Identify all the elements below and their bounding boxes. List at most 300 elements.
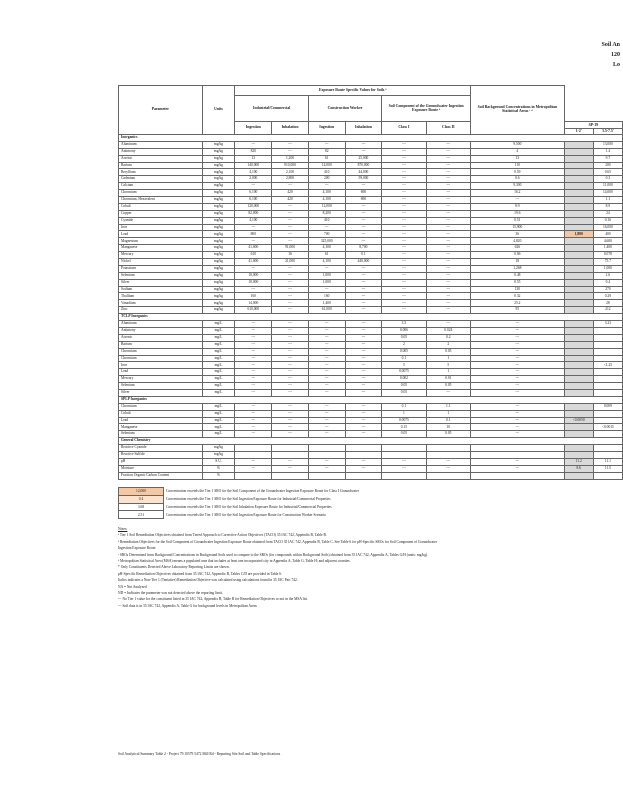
value-cell: 82	[308, 148, 345, 155]
table-row	[119, 245, 623, 252]
table-row	[119, 362, 623, 369]
units-cell: mg/L	[202, 424, 235, 431]
value-cell: 0.05	[382, 431, 426, 438]
value-cell	[593, 327, 622, 334]
value-cell	[593, 341, 622, 348]
value-cell	[564, 279, 593, 286]
note-line: NA = Not Analyzed	[118, 584, 147, 589]
value-cell: ---	[345, 307, 382, 314]
value-cell: ---	[382, 141, 426, 148]
legend-swatch: 0.4	[119, 495, 164, 503]
table-row	[119, 252, 623, 259]
value-cell: ---	[470, 431, 564, 438]
value-cell	[564, 238, 593, 245]
units-cell: mg/kg	[202, 445, 235, 452]
value-cell: ---	[235, 376, 272, 383]
document-title	[601, 40, 620, 70]
parameter-cell: Cyanide	[119, 217, 203, 224]
value-cell: ---	[426, 155, 470, 162]
value-cell: ---	[470, 403, 564, 410]
value-cell: ---	[382, 162, 426, 169]
table-row	[119, 458, 623, 465]
parameter-cell: Potassium	[119, 265, 203, 272]
value-cell: ---	[345, 183, 382, 190]
value-cell: ---	[345, 431, 382, 438]
value-cell: ---	[426, 265, 470, 272]
units-cell: mg/kg	[202, 162, 235, 169]
value-cell: ---	[382, 197, 426, 204]
note-line: ᵇ Remediation Objectives for the Soil Component of Groundwater Ingestion Exposure Route obtained from TACO 35 IAC 742, Appendix B, Table C. See Table 6 for pH-Specific SROs for Soil Component of Groundwater	[118, 539, 438, 544]
value-cell	[593, 348, 622, 355]
value-cell	[564, 183, 593, 190]
parameter-cell: Beryllium	[119, 169, 203, 176]
value-cell: 41,000	[235, 245, 272, 252]
parameter-cell: Chromium	[119, 403, 203, 410]
value-cell: ---	[470, 458, 564, 465]
units-cell: mg/L	[202, 383, 235, 390]
value-cell: ---	[426, 141, 470, 148]
value-cell: ---	[345, 293, 382, 300]
value-cell: ---	[235, 321, 272, 328]
value-cell: 0.51	[470, 217, 564, 224]
value-cell: ---	[426, 231, 470, 238]
units-cell: mg/kg	[202, 300, 235, 307]
parameter-cell: pH	[119, 458, 203, 465]
note-line: ND = Indicates the parameter was not detected above the reporting limit.	[118, 591, 223, 596]
value-cell: 21,000	[272, 259, 309, 266]
value-cell: 24	[593, 210, 622, 217]
section-title: SPLP Inorganics	[119, 396, 623, 403]
value-cell: 1,800	[564, 231, 593, 238]
value-cell: 0.4	[593, 279, 622, 286]
value-cell: ---	[272, 148, 309, 155]
value-cell: ---	[345, 341, 382, 348]
legend-row	[119, 488, 362, 496]
value-cell: ---	[470, 369, 564, 376]
legend-text: Concentration exceeds the Tier 1 SRO for the Soil Inhalation Exposure Route for Industrial/Commercial Properties	[166, 504, 332, 509]
legend-swatch: 3.68	[119, 503, 164, 511]
value-cell: ---	[308, 327, 345, 334]
parameter-cell: Manganese	[119, 245, 203, 252]
title-line-3: Lo	[612, 62, 620, 68]
units-cell: mg/kg	[202, 176, 235, 183]
value-cell: 0.55	[470, 279, 564, 286]
table-row	[119, 231, 623, 238]
parameter-cell: Lead	[119, 417, 203, 424]
value-cell: ---	[470, 465, 564, 472]
value-cell: ---	[470, 197, 564, 204]
value-cell: 10	[426, 424, 470, 431]
value-cell: 28	[593, 300, 622, 307]
table-row	[119, 334, 623, 341]
value-cell: 59,000	[345, 176, 382, 183]
value-cell: 12,000	[308, 203, 345, 210]
units-cell: mg/kg	[202, 238, 235, 245]
value-cell: ---	[382, 148, 426, 155]
units-cell: mg/kg	[202, 210, 235, 217]
value-cell: 400	[593, 231, 622, 238]
value-cell: ---	[308, 369, 345, 376]
value-cell: 14,000	[593, 190, 622, 197]
note-line: * Only Constituents Detected Above Laboratory Reporting Limits are shown.	[118, 565, 230, 570]
value-cell: ---	[272, 286, 309, 293]
col-parameter: Parameter	[119, 86, 203, 135]
table-row	[119, 307, 623, 314]
value-cell: 4,100	[235, 217, 272, 224]
legend-swatch: 12,000	[119, 488, 164, 496]
value-cell: ---	[272, 327, 309, 334]
units-cell: mg/kg	[202, 203, 235, 210]
value-cell: 18	[470, 259, 564, 266]
value-cell	[564, 286, 593, 293]
value-cell: ---	[308, 458, 345, 465]
value-cell	[564, 162, 593, 169]
value-cell: ---	[345, 265, 382, 272]
value-cell: 82,000	[235, 210, 272, 217]
value-cell	[564, 341, 593, 348]
value-cell	[564, 252, 593, 259]
depth-2: 3.5-7.5'	[602, 129, 614, 133]
value-cell: ---	[235, 389, 272, 396]
table-row	[119, 169, 623, 176]
value-cell: 420	[272, 190, 309, 197]
value-cell: 0.05	[426, 383, 470, 390]
parameter-cell: Thallium	[119, 293, 203, 300]
value-cell: ---	[308, 355, 345, 362]
value-cell: 910,000	[272, 162, 309, 169]
parameter-cell: Lead	[119, 369, 203, 376]
parameter-cell: Arsenic	[119, 155, 203, 162]
value-cell: 1,200	[272, 155, 309, 162]
sample-id: SP-19	[565, 122, 622, 129]
value-cell: 8.9	[470, 203, 564, 210]
value-cell: ---	[345, 327, 382, 334]
parameter-cell: Magnesium	[119, 238, 203, 245]
units-cell: mg/kg	[202, 183, 235, 190]
value-cell: ---	[235, 265, 272, 272]
value-cell: 1	[426, 355, 470, 362]
value-cell	[564, 389, 593, 396]
value-cell	[564, 327, 593, 334]
value-cell: ---	[470, 334, 564, 341]
value-cell: ---	[382, 286, 426, 293]
table-row	[119, 190, 623, 197]
value-cell: ---	[382, 203, 426, 210]
value-cell: 41,000	[235, 259, 272, 266]
value-cell: 0.05	[382, 383, 426, 390]
value-cell: ---	[272, 238, 309, 245]
parameter-cell: Chromium, Hexavalent	[119, 197, 203, 204]
value-cell	[564, 431, 593, 438]
value-cell: 1,000	[308, 272, 345, 279]
table-row	[119, 383, 623, 390]
value-cell: ---	[272, 362, 309, 369]
value-cell: ---	[382, 183, 426, 190]
value-cell: 4	[470, 148, 564, 155]
value-cell	[564, 362, 593, 369]
units-cell: mg/kg	[202, 252, 235, 259]
value-cell: 110	[470, 162, 564, 169]
value-cell: 0.3	[593, 176, 622, 183]
table-row	[119, 327, 623, 334]
title-line-1: Soil An	[601, 42, 620, 48]
value-cell	[272, 445, 309, 452]
table-row	[119, 341, 623, 348]
value-cell: ---	[345, 376, 382, 383]
value-cell: 610,000	[235, 307, 272, 314]
value-cell: ---	[426, 162, 470, 169]
col-msa: Soil Background Concentrations in Metropolitan Statistical Areas ᶜ ᵈ	[470, 86, 564, 135]
value-cell: 2	[382, 341, 426, 348]
value-cell	[308, 472, 345, 479]
value-cell: 270	[593, 286, 622, 293]
table-row	[119, 224, 623, 231]
parameter-cell: Antimony	[119, 327, 203, 334]
value-cell: 0.1	[382, 355, 426, 362]
table-row	[119, 465, 623, 472]
table-row	[119, 217, 623, 224]
note-line: ª Tier 1 Soil Remediation Objectives obtained from Tiered Approach to Corrective Action Objectives (TACO) 35 IAC 742, Appendix B, Table B.	[118, 533, 327, 538]
value-cell: ---	[345, 362, 382, 369]
col-ic-inhalation: Inhalation	[272, 122, 309, 135]
value-cell	[382, 445, 426, 452]
value-cell: ---	[235, 417, 272, 424]
value-cell: ---	[345, 417, 382, 424]
value-cell: ---	[382, 217, 426, 224]
value-cell: 0.05	[426, 431, 470, 438]
value-cell: 4,100	[308, 245, 345, 252]
value-cell	[470, 472, 564, 479]
value-cell: <0.0015	[593, 424, 622, 431]
value-cell: 1	[426, 410, 470, 417]
value-cell: 25,000	[345, 155, 382, 162]
value-cell: 0.1	[382, 403, 426, 410]
value-cell: 16.2	[470, 190, 564, 197]
value-cell: ---	[235, 141, 272, 148]
value-cell	[564, 424, 593, 431]
value-cell: ---	[345, 286, 382, 293]
value-cell: 820	[235, 148, 272, 155]
table-row	[119, 155, 623, 162]
parameter-cell: Cobalt	[119, 203, 203, 210]
value-cell: ---	[272, 307, 309, 314]
value-cell	[426, 472, 470, 479]
value-cell	[426, 451, 470, 458]
parameter-cell: Zinc	[119, 307, 203, 314]
value-cell	[593, 376, 622, 383]
value-cell: ---	[235, 465, 272, 472]
value-cell: ---	[308, 376, 345, 383]
value-cell: ---	[235, 458, 272, 465]
value-cell: 0.024	[426, 327, 470, 334]
value-cell: 10,000	[235, 279, 272, 286]
parameter-cell: Chromium	[119, 355, 203, 362]
value-cell	[272, 472, 309, 479]
value-cell: ---	[345, 300, 382, 307]
table-row	[119, 410, 623, 417]
value-cell: ---	[382, 259, 426, 266]
value-cell: 690	[345, 190, 382, 197]
value-cell	[564, 155, 593, 162]
value-cell: ---	[382, 176, 426, 183]
value-cell: 636	[470, 245, 564, 252]
value-cell: ---	[272, 231, 309, 238]
value-cell: <0.0050	[564, 417, 593, 424]
value-cell: ---	[345, 217, 382, 224]
parameter-cell: Selenium	[119, 272, 203, 279]
value-cell: ---	[426, 203, 470, 210]
value-cell: ---	[470, 321, 564, 328]
value-cell: 2,000	[235, 176, 272, 183]
value-cell: ---	[470, 417, 564, 424]
value-cell: ---	[272, 300, 309, 307]
section-header-row	[119, 396, 623, 403]
parameter-cell: Sodium	[119, 286, 203, 293]
value-cell: ---	[308, 265, 345, 272]
value-cell: ---	[235, 424, 272, 431]
value-cell: ---	[345, 403, 382, 410]
value-cell: ---	[272, 389, 309, 396]
value-cell: ---	[345, 272, 382, 279]
col-gw: Soil Component of the Groundwater Ingestion Exposure Route ᵇ	[382, 96, 471, 122]
value-cell: ---	[345, 231, 382, 238]
value-cell: 700	[308, 231, 345, 238]
value-cell: ---	[345, 424, 382, 431]
note-line: --- Soil data is in 35 IAC 742, Appendix A, Table G for background levels in Metropolitan Areas	[118, 603, 257, 608]
parameter-cell: Fraction Organic Carbon Content	[119, 472, 203, 479]
value-cell: ---	[345, 348, 382, 355]
table-row	[119, 417, 623, 424]
units-cell: mg/kg	[202, 141, 235, 148]
value-cell: ---	[426, 183, 470, 190]
value-cell: 420	[272, 197, 309, 204]
parameter-cell: Barium	[119, 162, 203, 169]
value-cell: 1,400	[308, 300, 345, 307]
units-cell: mg/L	[202, 410, 235, 417]
value-cell	[308, 445, 345, 452]
units-cell: mg/kg	[202, 307, 235, 314]
value-cell: <1.25	[593, 362, 622, 369]
value-cell	[593, 431, 622, 438]
value-cell: ---	[470, 410, 564, 417]
parameter-cell: Iron	[119, 224, 203, 231]
value-cell	[345, 451, 382, 458]
value-cell: 1,400	[593, 245, 622, 252]
value-cell	[564, 369, 593, 376]
value-cell	[564, 197, 593, 204]
value-cell: ---	[426, 238, 470, 245]
col-sample	[564, 122, 622, 135]
value-cell	[564, 293, 593, 300]
depth-1: 1-2'	[565, 129, 594, 134]
value-cell: ---	[272, 417, 309, 424]
value-cell: ---	[272, 431, 309, 438]
value-cell: ---	[272, 403, 309, 410]
value-cell	[593, 410, 622, 417]
value-cell	[272, 451, 309, 458]
value-cell	[235, 445, 272, 452]
table-row	[119, 300, 623, 307]
value-cell: ---	[382, 210, 426, 217]
value-cell: ---	[382, 224, 426, 231]
value-cell: ---	[345, 148, 382, 155]
value-cell: 25.2	[470, 300, 564, 307]
value-cell: 0.002	[382, 376, 426, 383]
value-cell	[564, 141, 593, 148]
value-cell: ---	[272, 355, 309, 362]
value-cell: ---	[308, 431, 345, 438]
parameter-cell: Arsenic	[119, 334, 203, 341]
value-cell: ---	[308, 465, 345, 472]
value-cell: ---	[382, 231, 426, 238]
value-cell: 410	[308, 217, 345, 224]
value-cell	[235, 472, 272, 479]
value-cell: ---	[382, 265, 426, 272]
value-cell	[564, 217, 593, 224]
value-cell: ---	[426, 279, 470, 286]
value-cell: ---	[308, 321, 345, 328]
legend-row	[119, 495, 362, 503]
units-cell: mg/kg	[202, 231, 235, 238]
col-blank	[564, 86, 622, 122]
value-cell: ---	[272, 458, 309, 465]
value-cell	[564, 265, 593, 272]
value-cell: 10,000	[235, 272, 272, 279]
value-cell: 0.05	[382, 334, 426, 341]
value-cell: 2,800	[272, 176, 309, 183]
table-row	[119, 389, 623, 396]
units-cell: mg/kg	[202, 217, 235, 224]
value-cell: 11.2	[564, 458, 593, 465]
value-cell	[593, 472, 622, 479]
table-row	[119, 376, 623, 383]
table-row	[119, 265, 623, 272]
table-row	[119, 321, 623, 328]
value-cell: ---	[272, 217, 309, 224]
value-cell: 4,100	[235, 169, 272, 176]
legend-text: Concentration exceeds the Tier 1 SRO for the Soil Ingestion Exposure Route for Construction Worker Scenario	[166, 512, 327, 517]
value-cell: 4,820	[470, 238, 564, 245]
table-row	[119, 183, 623, 190]
value-cell: 1,000	[308, 279, 345, 286]
value-cell: ---	[382, 307, 426, 314]
value-cell	[593, 445, 622, 452]
title-line-2: 120	[611, 52, 620, 58]
value-cell: 410	[308, 169, 345, 176]
note-line: ᶜ SROs Determined from Background Concentrations in Background Soils used to compare to the SROs (for compounds within Background Soils) obtained from 35 IAC 742, Appendix A, Tables G/H (units: mg/kg).	[118, 552, 429, 557]
value-cell: 440,000	[345, 259, 382, 266]
value-cell: ---	[345, 465, 382, 472]
value-cell: 212	[593, 307, 622, 314]
legend-text: Concentration exceeds the Tier 1 SRO for the Soil Component of the Groundwater Ingestion Exposure Route for Class I Groundwater	[166, 489, 359, 494]
units-cell: mg/kg	[202, 265, 235, 272]
value-cell	[564, 203, 593, 210]
value-cell	[564, 148, 593, 155]
units-cell: mg/kg	[202, 197, 235, 204]
value-cell: 13,000	[593, 141, 622, 148]
value-cell: ---	[272, 279, 309, 286]
value-cell	[564, 169, 593, 176]
value-cell: 11.5	[593, 465, 622, 472]
section-title: TCLP Inorganics	[119, 314, 623, 321]
value-cell: ---	[426, 169, 470, 176]
value-cell	[564, 376, 593, 383]
value-cell: 1.1	[593, 197, 622, 204]
units-cell: %	[202, 472, 235, 479]
value-cell: ---	[382, 238, 426, 245]
table-row	[119, 403, 623, 410]
table-row	[119, 141, 623, 148]
